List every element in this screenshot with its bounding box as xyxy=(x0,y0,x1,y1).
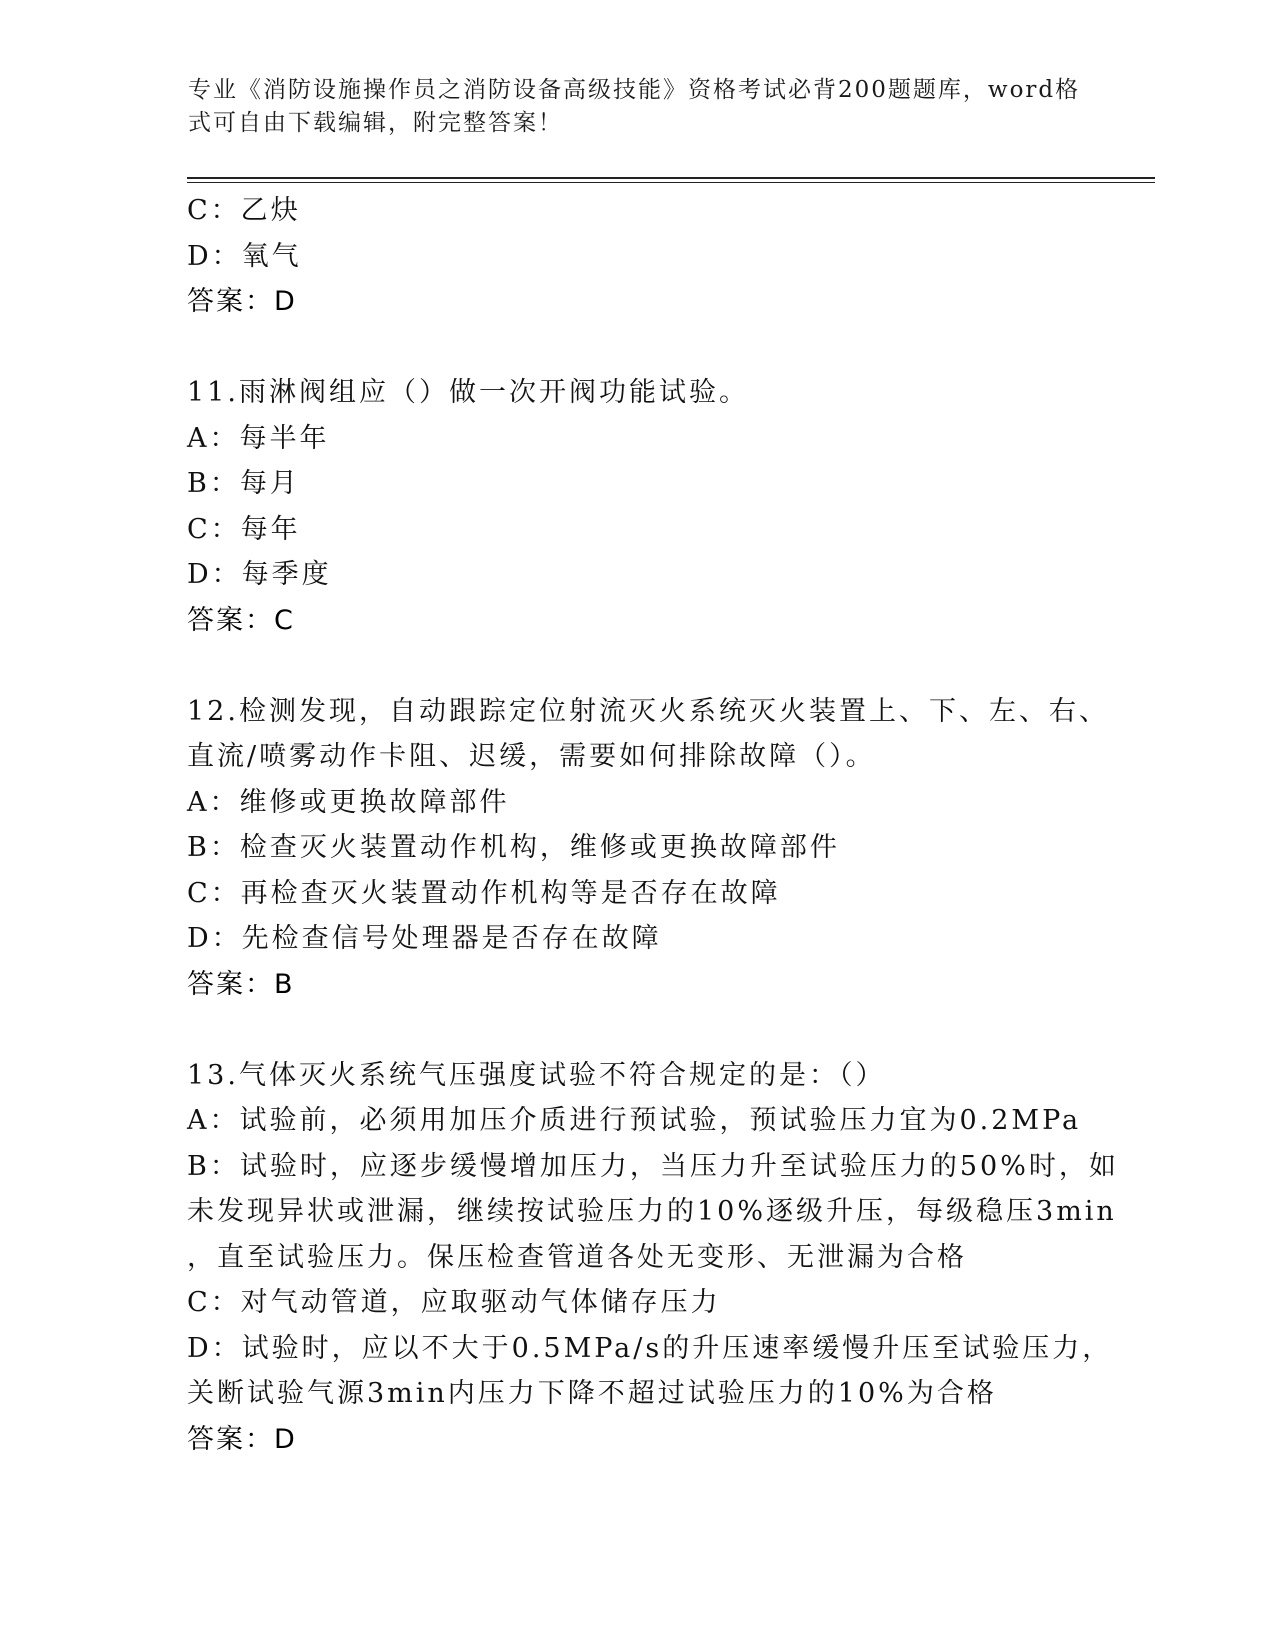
question-stem-line-1: 12.检测发现，自动跟踪定位射流灭火系统灭火装置上、下、左、右、 xyxy=(187,695,1109,727)
header-line-1: 专业《消防设施操作员之消防设备高级技能》资格考试必背200题题库，word格 xyxy=(188,77,1081,103)
question-12 xyxy=(187,689,1109,1008)
option-d: D：氧气 xyxy=(187,240,302,272)
header-line-2: 式可自由下载编辑，附完整答案！ xyxy=(188,110,563,136)
answer-line: 答案：C xyxy=(187,604,295,636)
option-a: A：维修或更换故障部件 xyxy=(187,786,510,818)
question-gap xyxy=(187,325,1087,371)
answer-line: 答案：D xyxy=(187,1423,297,1455)
option-b: B：每月 xyxy=(187,468,300,499)
question-stem: 11.雨淋阀组应（）做一次开阀功能试验。 xyxy=(187,377,749,408)
option-d: D：每季度 xyxy=(187,559,332,590)
answer-line: 答案：D xyxy=(187,286,297,317)
option-d: D：先检查信号处理器是否存在故障 xyxy=(187,923,662,954)
question-13 xyxy=(187,1053,1119,1463)
question-10-tail xyxy=(187,188,1087,325)
option-d-line-1: D：试验时，应以不大于0.5MPa/s的升压速率缓慢升压至试验压力， xyxy=(187,1332,1113,1364)
question-gap xyxy=(187,643,1087,689)
option-a: A：每半年 xyxy=(187,422,330,454)
document-header xyxy=(188,74,1088,140)
question-stem: 13.气体灭火系统气压强度试验不符合规定的是：（） xyxy=(187,1059,886,1091)
option-b-line-1: B：试验时，应逐步缓慢增加压力，当压力升至试验压力的50%时，如 xyxy=(187,1150,1119,1182)
option-d-line-2: 关断试验气源3min内压力下降不超过试验压力的10%为合格 xyxy=(187,1378,997,1409)
question-list xyxy=(187,188,1119,1462)
question-gap xyxy=(187,1007,1087,1053)
option-b-line-2: 未发现异状或泄漏，继续按试验压力的10%逐级升压，每级稳压3min xyxy=(187,1196,1117,1227)
question-11 xyxy=(187,370,1087,643)
option-a: A：试验前，必须用加压介质进行预试验，预试验压力宜为0.2MPa xyxy=(187,1105,1082,1136)
option-b-line-3: ，直至试验压力。保压检查管道各处无变形、无泄漏为合格 xyxy=(187,1241,967,1273)
question-stem-line-2: 直流/喷雾动作卡阻、迟缓，需要如何排除故障（）。 xyxy=(187,741,876,772)
option-b: B：检查灭火装置动作机构，维修或更换故障部件 xyxy=(187,832,840,863)
option-c: C：再检查灭火装置动作机构等是否存在故障 xyxy=(187,877,781,909)
header-divider xyxy=(187,177,1155,183)
option-c: C：对气动管道，应取驱动气体储存压力 xyxy=(187,1287,721,1318)
option-c: C：每年 xyxy=(187,513,301,545)
answer-line: 答案：B xyxy=(187,968,295,1000)
option-c: C：乙炔 xyxy=(187,195,301,226)
